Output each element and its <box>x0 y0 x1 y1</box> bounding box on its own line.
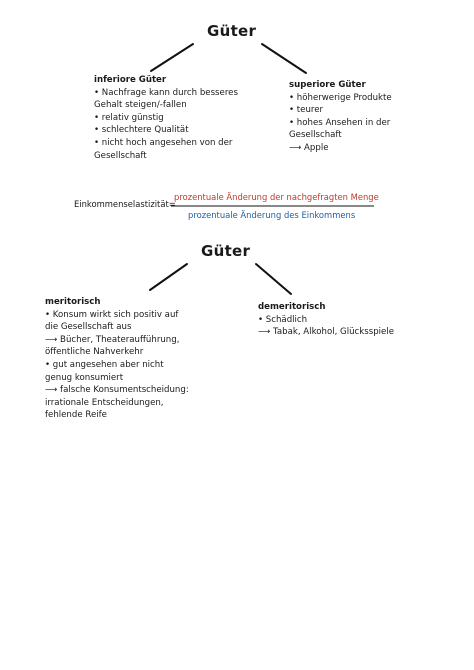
list-item: Gesellschaft <box>289 130 342 141</box>
s2-right-connector <box>256 264 291 294</box>
list-item: ⟶ falsche Konsumentscheidung: <box>45 385 189 396</box>
list-item: ⟶ Tabak, Alkohol, Glücksspiele <box>258 327 395 338</box>
elasticity-label: Einkommenselastizität= <box>74 199 176 209</box>
list-item: die Gesellschaft aus <box>45 322 132 333</box>
list-item: Gehalt steigen/-fallen <box>94 100 187 111</box>
inferior-goods-block <box>94 74 238 162</box>
s1-left-connector <box>151 44 193 71</box>
list-item: ⟶ Bücher, Theateraufführung, <box>45 334 180 345</box>
list-item: öffentliche Nahverkehr <box>45 347 144 358</box>
list-item: • schlechtere Qualität <box>94 125 189 136</box>
list-item: genug konsumiert <box>45 372 124 383</box>
s1-right-connector <box>262 44 306 73</box>
section1-title: Güter <box>207 22 257 40</box>
s2-left-connector <box>150 264 187 290</box>
list-item: ⟶ Apple <box>289 142 329 153</box>
list-item: • teurer <box>289 105 324 116</box>
demeritorious-heading: demeritorisch <box>258 302 326 312</box>
meritorious-heading: meritorisch <box>45 297 101 307</box>
list-item: • relativ günstig <box>94 112 164 123</box>
list-item: • Nachfrage kann durch besseres <box>94 87 238 98</box>
list-item: • Schädlich <box>258 314 308 325</box>
list-item: fehlende Reife <box>45 410 107 421</box>
superior-goods-block <box>289 79 392 155</box>
elasticity-numerator: prozentuale Änderung der nachgefragten Menge <box>174 192 379 202</box>
meritorious-goods-block <box>45 296 189 422</box>
demeritorious-goods-block <box>258 301 394 339</box>
list-item: • nicht hoch angesehen von der <box>94 137 233 148</box>
list-item: • höherwerige Produkte <box>289 92 392 103</box>
list-item: • gut angesehen aber nicht <box>45 359 164 370</box>
list-item: • Konsum wirkt sich positiv auf <box>45 309 179 320</box>
superior-goods-heading: superiore Güter <box>289 80 366 90</box>
section2-title: Güter <box>201 242 251 260</box>
inferior-goods-heading: inferiore Güter <box>94 75 167 85</box>
list-item: Gesellschaft <box>94 150 147 161</box>
list-item: • hohes Ansehen in der <box>289 117 391 128</box>
elasticity-denominator: prozentuale Änderung des Einkommens <box>188 210 356 220</box>
list-item: irrationale Entscheidungen, <box>45 397 164 408</box>
